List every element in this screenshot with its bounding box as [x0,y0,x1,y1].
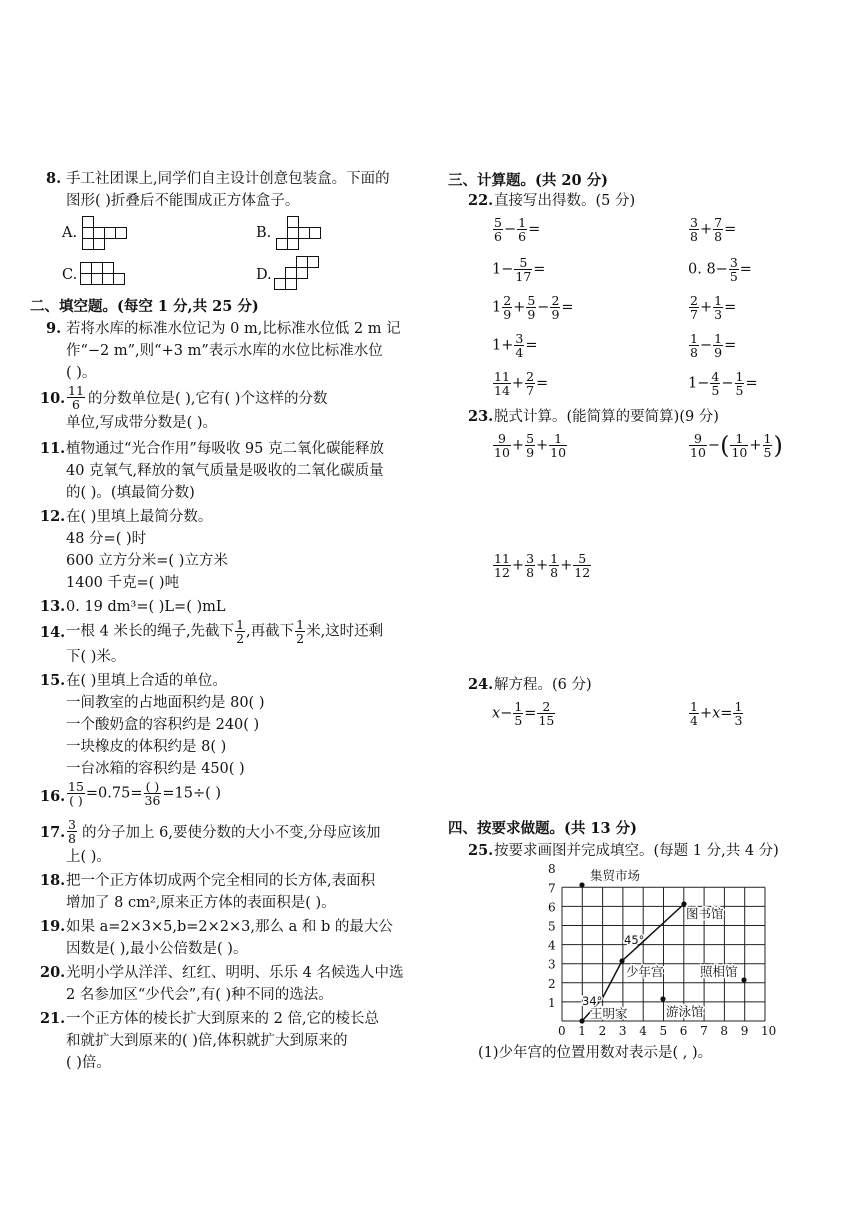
q10-number: 10. [40,390,66,407]
q19-line2: 因数是( ),最小公倍数是( )。 [66,941,248,957]
point-pool [660,996,665,1001]
point-youth-palace [619,958,624,963]
q22-expr-2: $\frac{3}{8}$ + $\frac{7}{8}$ = [690,215,737,244]
q24-equation-1: x− $\frac{1}{5}$ = $\frac{2}{15}$ [492,699,555,728]
q14-text-c: 米,这时还剩 [306,623,384,640]
q11-line2: 40 克氧气,释放的氧气质量是吸收的二氧化碳质量 [66,463,384,479]
label-pool: 游泳馆 [666,1004,704,1019]
label-youth-palace: 少年宫 [626,964,664,979]
q14-frac1-num: 1 [236,617,245,632]
q14-text-b: ,再截下 [246,623,295,640]
q17-line1: 的分子加上 6,要使分数的大小不变,分母应该加 [82,825,381,841]
q19-number: 19. [40,918,66,935]
q25-title: 按要求画图并完成填空。(每题 1 分,共 4 分) [494,843,779,859]
q23-number: 23. [468,408,494,425]
y-tick-label: 2 [548,976,556,991]
x-tick-label: 9 [740,1024,749,1038]
x-tick-label: 4 [639,1024,647,1038]
q13-number: 13. [40,598,66,615]
x-tick-label: 3 [618,1024,627,1038]
q21-line2: 和就扩大到原来的( )倍,体积就扩大到原来的 [66,1033,348,1049]
q22-expr-7: 1+ $\frac{3}{4}$ = [492,331,538,360]
q22-expr-6: $\frac{2}{7}$ + $\frac{1}{3}$ = [690,293,737,322]
x-tick-label: 2 [598,1024,607,1038]
q21-line3: ( )倍。 [66,1055,111,1071]
q22-expr-5: 1 $\frac{2}{9}$ + $\frac{5}{9}$ − $\frac{2}{9}$ = [492,293,574,322]
x-tick-label: 1 [578,1024,586,1038]
q16-middle: =0.75= [85,785,143,802]
q14-line2: 下( )米。 [66,649,126,665]
y-tick-label: 8 [548,862,556,877]
option-a-label: A. [62,225,78,241]
point-home [579,1018,584,1023]
q17-number: 17. [40,824,66,841]
q20-line2: 2 名参加区“少代会”,有( )种不同的选法。 [66,987,333,1003]
q24-equation-2: $\frac{1}{4}$ +x= $\frac{1}{3}$ [690,699,743,728]
q9-line3: ( )。 [66,365,97,381]
q17-denominator: 8 [68,831,76,846]
label-home: 王明家 [590,1006,628,1021]
option-c-label: C. [62,267,78,283]
x-tick-label: 7 [700,1024,708,1038]
q14-frac2-num: 1 [296,617,305,632]
q14-text-a: 一根 4 米长的绳子,先截下 [66,623,235,640]
q16-expression [66,780,221,807]
q10-line1: 的分数单位是( ),它有( )个这样的分数 [88,391,328,407]
q22-expr-8: $\frac{1}{8}$ − $\frac{1}{9}$ = [690,331,737,360]
q22-number: 22. [468,192,494,209]
x-tick-label: 10 [761,1024,777,1038]
q22-title: 直接写出得数。(5 分) [494,193,636,209]
q9-line2: 作“−2 m”,则“+3 m”表示水库的水位比标准水位 [66,343,383,359]
q21-number: 21. [40,1010,66,1027]
y-tick-label: 5 [548,919,556,934]
q12-line2: 48 分=( )时 [66,531,147,547]
q17-numerator: 3 [68,817,76,832]
section-3-heading: 三、计算题。(共 20 分) [448,172,608,189]
q8-number: 8. [46,170,62,187]
label-photo-studio: 照相馆 [700,964,738,979]
q10-line2: 单位,写成带分数是( )。 [66,415,218,431]
q14-frac2-den: 2 [296,631,305,646]
q17-fraction [66,818,78,845]
q9-line1: 若将水库的标准水位记为 0 m,比标准水位低 2 m 记 [66,321,401,337]
q10-numerator: 11 [68,383,84,398]
q23-expr-3: $\frac{11}{12}$ + $\frac{3}{8}$ + $\frac{1}{8}$ + $\frac{5}{12}$ [494,551,591,580]
x-tick-label: 6 [679,1024,688,1038]
q22-expr-9: $\frac{11}{14}$ + $\frac{2}{7}$ = [494,369,549,398]
q16-frac2-den: 36 [144,793,161,808]
q25-number: 25. [468,842,494,859]
q23-expr-1: $\frac{9}{10}$ + $\frac{5}{9}$ + $\frac{1}{10}$ [494,431,567,460]
q18-line2: 增加了 8 cm²,原来正方体的表面积是( )。 [66,895,336,911]
point-photo-studio [741,977,746,982]
q15-line1: 在( )里填上合适的单位。 [66,673,227,689]
x-tick-label: 0 [558,1024,566,1038]
point-market [579,882,584,887]
q14-line1 [66,618,383,645]
q15-line5: 一台冰箱的容积约是 450( ) [66,761,245,777]
label-library: 图书馆 [686,906,724,921]
q11-number: 11. [40,440,66,457]
q16-frac2-num: ( ) [144,780,162,794]
q15-line2: 一间教室的占地面积约是 80( ) [66,695,265,711]
q20-line1: 光明小学从洋洋、红红、明明、乐乐 4 名候选人中选 [66,965,404,981]
q20-number: 20. [40,964,66,981]
y-tick-label: 1 [548,995,556,1010]
q22-expr-3: 1− $\frac{5}{17}$ = [492,255,546,284]
q10-fraction [66,384,86,411]
q25-sub1: (1)少年宫的位置用数对表示是( , )。 [478,1045,713,1061]
position-map-grid [540,860,780,1044]
y-tick-label: 7 [548,881,556,896]
q8-line2: 图形( )折叠后不能围成正方体盒子。 [66,193,300,209]
q12-number: 12. [40,508,66,525]
angle-34: 34° [582,994,603,1008]
q22-expr-4: 0. 8− $\frac{3}{5}$ = [688,255,752,284]
y-tick-label: 3 [548,957,556,972]
y-tick-label: 6 [548,900,556,915]
q17-line2: 上( )。 [66,849,111,865]
q18-line1: 把一个正方体切成两个完全相同的长方体,表面积 [66,873,376,889]
x-tick-label: 8 [720,1024,729,1038]
q22-expr-1: $\frac{5}{6}$ − $\frac{1}{6}$ = [494,215,541,244]
q11-line3: 的( )。(填最简分数) [66,485,195,501]
q13-line1: 0. 19 dm³=( )L=( )mL [66,599,226,615]
q19-line1: 如果 a=2×3×5,b=2×2×3,那么 a 和 b 的最大公 [66,919,393,935]
x-tick-label: 5 [659,1024,668,1038]
q12-line1: 在( )里填上最简分数。 [66,509,213,525]
q21-line1: 一个正方体的棱长扩大到原来的 2 倍,它的棱长总 [66,1011,380,1027]
q12-line3: 600 立方分米=( )立方米 [66,553,228,569]
q8-line1: 手工社团课上,同学们自主设计创意包装盒。下面的 [66,171,390,187]
q16-frac1-den: ( ) [69,793,83,808]
q9-number: 9. [46,320,62,337]
q15-line4: 一块橡皮的体积约是 8( ) [66,739,227,755]
q23-title: 脱式计算。(能简算的要简算)(9 分) [494,409,719,425]
q16-number: 16. [40,788,66,805]
q15-line3: 一个酸奶盒的容积约是 240( ) [66,717,260,733]
angle-45: 45° [624,933,645,947]
q14-frac1-den: 2 [236,631,245,646]
q18-number: 18. [40,872,66,889]
q16-frac1-num: 15 [68,779,84,794]
option-b-label: B. [256,225,272,241]
section-4-heading: 四、按要求做题。(共 13 分) [448,820,637,837]
q10-denominator: 6 [71,397,80,412]
q15-number: 15. [40,672,66,689]
q11-line1: 植物通过“光合作用”每吸收 95 克二氧化碳能释放 [66,441,384,457]
q24-number: 24. [468,676,494,693]
section-2-heading: 二、填空题。(每空 1 分,共 25 分) [30,298,259,315]
label-market: 集贸市场 [590,868,641,883]
y-tick-label: 4 [548,938,556,953]
q22-expr-10: 1− $\frac{4}{5}$ − $\frac{1}{5}$ = [688,369,758,398]
q16-tail: =15÷( ) [162,785,222,802]
q23-expr-2: $\frac{9}{10}$ −( $\frac{1}{10}$ + $\frac{1}{5}$ ) [690,431,783,460]
option-d-label: D. [256,267,272,283]
q12-line4: 1400 千克=( )吨 [66,575,180,591]
q14-number: 14. [40,624,66,641]
q24-title: 解方程。(6 分) [494,677,592,693]
